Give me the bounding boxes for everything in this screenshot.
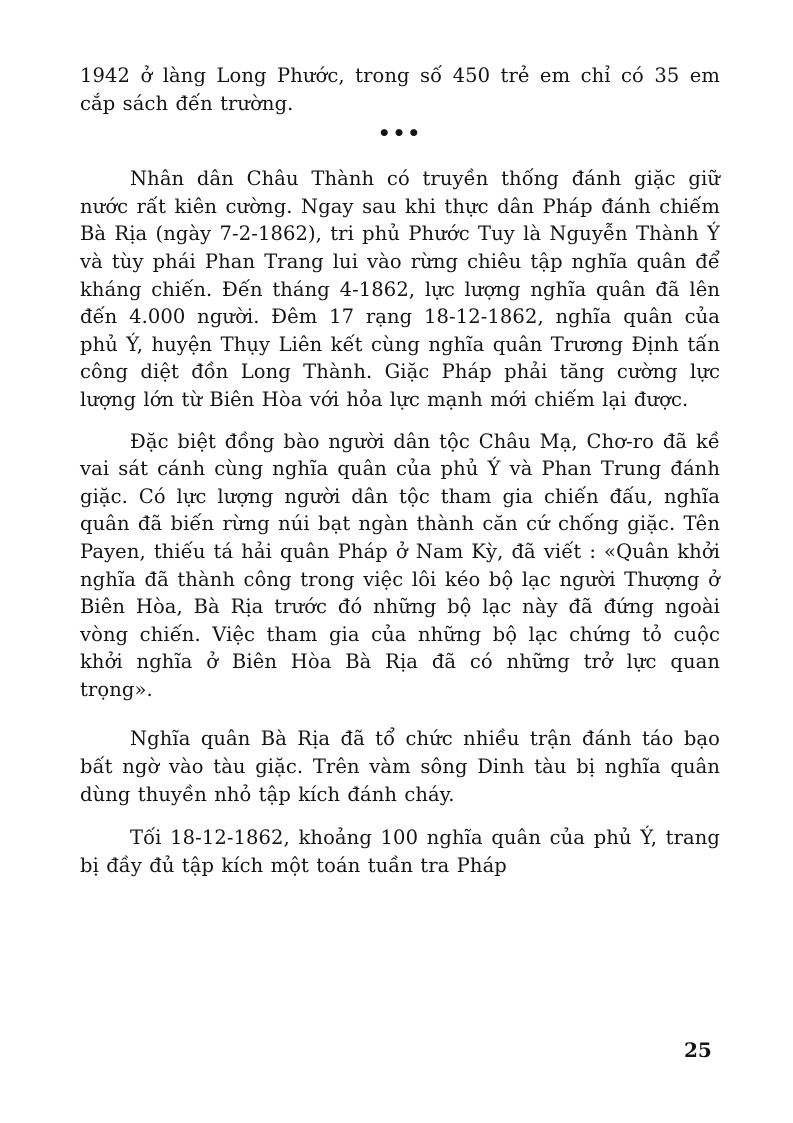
paragraph-4: Nghĩa quân Bà Rịa đã tổ chức nhiều trận đánh táo bạo bất ngờ vào tàu giặc. Trên vàm sông Dinh tàu bị nghĩa quân dùng thuyền nhỏ tập kích đánh cháy. <box>80 727 720 806</box>
page-body <box>80 62 720 879</box>
paragraph-1: 1942 ở làng Long Phước, trong số 450 trẻ em chỉ có 35 em cắp sách đến trường. <box>80 64 720 115</box>
paragraph-2: Nhân dân Châu Thành có truyền thống đánh giặc giữ nước rất kiên cường. Ngay sau khi thực dân Pháp đánh chiếm Bà Rịa (ngày 7-2-1862), tri phủ Phước Tuy là Nguyễn Thành Ý và tùy phái Phan Trang lui vào rừng chiêu tập nghĩa quân để kháng chiến. Đến tháng 4-1862, lực lượng nghĩa quân đã lên đến 4.000 người. Đêm 17 rạng 18-12-1862, nghĩa quân của phủ Ý, huyện Thụy Liên kết cùng nghĩa quân Trương Định tấn công diệt đồn Long Thành. Giặc Pháp phải tăng cường lực lượng lớn từ Biên Hòa với hỏa lực mạnh mới chiếm lại được. <box>80 167 720 411</box>
page-number: 25 <box>684 1038 712 1062</box>
section-separator: ••• <box>377 121 423 146</box>
paragraph-3: Đặc biệt đồng bào người dân tộc Châu Mạ, Chơ-ro đã kề vai sát cánh cùng nghĩa quân của phủ Ý và Phan Trung đánh giặc. Có lực lượng người dân tộc tham gia chiến đấu, nghĩa quân đã biến rừng núi bạt ngàn thành căn cứ chống giặc. Tên Payen, thiếu tá hải quân Pháp ở Nam Kỳ, đã viết : «Quân khởi nghĩa đã thành công trong việc lôi kéo bộ lạc người Thượng ở Biên Hòa, Bà Rịa trước đó những bộ lạc này đã đứng ngoài vòng chiến. Việc tham gia của những bộ lạc chứng tỏ cuộc khởi nghĩa ở Biên Hòa Bà Rịa đã có những trở lực quan trọng». <box>80 429 720 701</box>
paragraph-5: Tối 18-12-1862, khoảng 100 nghĩa quân của phủ Ý, trang bị đầy đủ tập kích một toán tuần tra Pháp <box>80 826 720 877</box>
